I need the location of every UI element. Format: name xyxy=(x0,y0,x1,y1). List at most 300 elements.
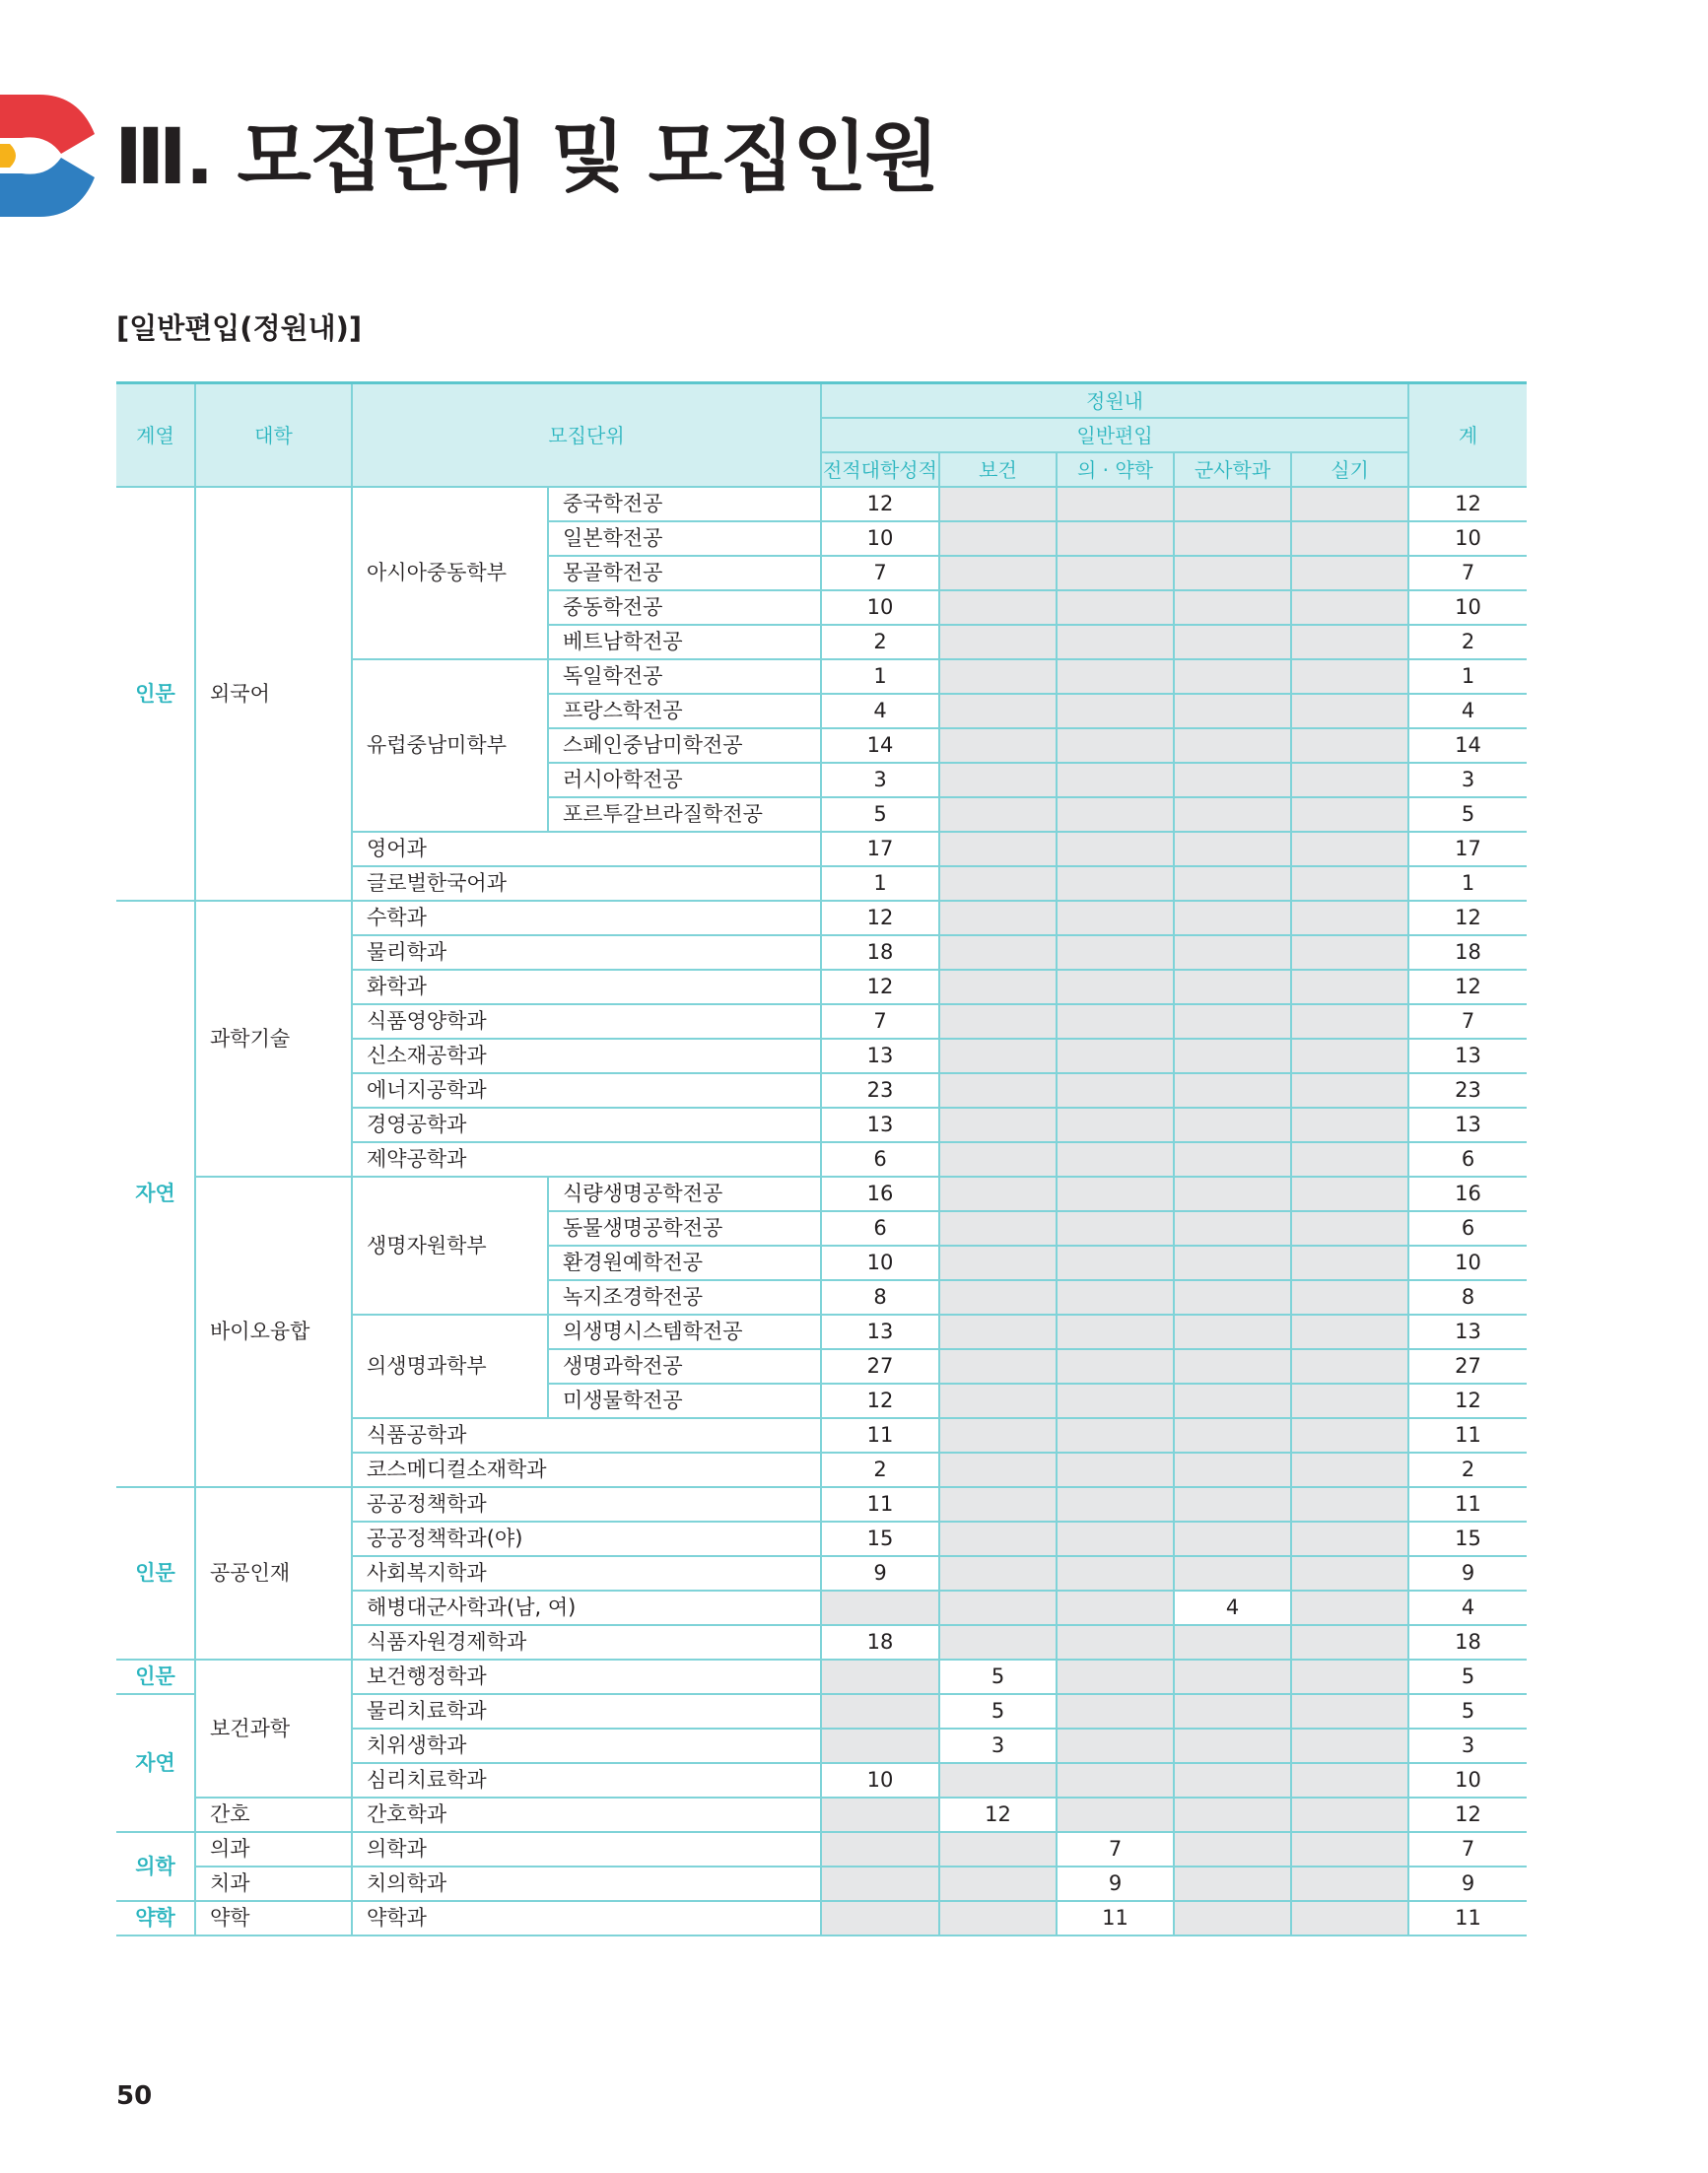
value-cell xyxy=(1057,970,1174,1004)
value-cell xyxy=(1057,1142,1174,1177)
value-cell: 2 xyxy=(821,1453,939,1487)
value-cell xyxy=(939,1177,1057,1211)
value-cell: 12 xyxy=(821,1384,939,1418)
value-cell xyxy=(1174,1798,1291,1832)
value-cell xyxy=(1291,659,1408,694)
unit-name: 베트남학전공 xyxy=(548,625,821,659)
value-cell xyxy=(939,1004,1057,1039)
value-cell xyxy=(1057,1522,1174,1556)
value-cell xyxy=(821,1901,939,1935)
table-row xyxy=(116,1487,1527,1522)
table-row xyxy=(116,1867,1527,1901)
value-cell xyxy=(1174,1522,1291,1556)
total-cell: 10 xyxy=(1408,521,1527,556)
unit-name: 동물생명공학전공 xyxy=(548,1211,821,1246)
value-cell xyxy=(1174,1349,1291,1384)
value-cell: 12 xyxy=(821,970,939,1004)
total-cell: 12 xyxy=(1408,1384,1527,1418)
value-cell: 5 xyxy=(939,1660,1057,1694)
total-cell: 10 xyxy=(1408,1246,1527,1280)
total-cell: 6 xyxy=(1408,1142,1527,1177)
value-cell xyxy=(1057,1453,1174,1487)
value-cell xyxy=(939,1556,1057,1591)
value-cell xyxy=(1057,763,1174,797)
college-cell: 외국어 xyxy=(195,487,352,901)
page-title: Ⅲ. 모집단위 및 모집인원 xyxy=(114,113,937,202)
value-cell xyxy=(1057,1694,1174,1729)
unit-name: 중국학전공 xyxy=(548,487,821,521)
value-cell xyxy=(939,970,1057,1004)
unit-name: 심리치료학과 xyxy=(352,1763,821,1798)
value-cell xyxy=(1057,1315,1174,1349)
unit-name: 식량생명공학전공 xyxy=(548,1177,821,1211)
total-cell: 5 xyxy=(1408,797,1527,832)
value-cell xyxy=(1174,1280,1291,1315)
unit-name: 러시아학전공 xyxy=(548,763,821,797)
total-cell: 13 xyxy=(1408,1039,1527,1073)
value-cell xyxy=(1291,1556,1408,1591)
division-cell: 아시아중동학부 xyxy=(352,487,548,659)
unit-name: 물리치료학과 xyxy=(352,1694,821,1729)
value-cell xyxy=(1057,901,1174,935)
page-number: 50 xyxy=(116,2081,153,2111)
series-cell: 인문 xyxy=(116,487,195,901)
unit-name: 몽골학전공 xyxy=(548,556,821,590)
total-cell: 18 xyxy=(1408,935,1527,970)
value-cell xyxy=(1057,1177,1174,1211)
table-row xyxy=(116,1901,1527,1935)
value-cell xyxy=(939,1108,1057,1142)
value-cell xyxy=(1174,521,1291,556)
unit-name: 식품공학과 xyxy=(352,1418,821,1453)
value-cell xyxy=(1057,1039,1174,1073)
value-cell xyxy=(1291,556,1408,590)
value-cell xyxy=(1291,1591,1408,1625)
value-cell xyxy=(1057,1729,1174,1763)
value-cell: 10 xyxy=(821,590,939,625)
value-cell xyxy=(939,763,1057,797)
value-cell: 3 xyxy=(821,763,939,797)
value-cell xyxy=(1174,1108,1291,1142)
value-cell xyxy=(1174,1832,1291,1867)
table-row xyxy=(116,1660,1527,1694)
value-cell: 10 xyxy=(821,521,939,556)
unit-name: 독일학전공 xyxy=(548,659,821,694)
total-cell: 12 xyxy=(1408,901,1527,935)
unit-name: 간호학과 xyxy=(352,1798,821,1832)
value-cell xyxy=(1174,694,1291,728)
unit-name: 수학과 xyxy=(352,901,821,935)
value-cell xyxy=(1057,556,1174,590)
value-cell xyxy=(1174,1246,1291,1280)
total-cell: 16 xyxy=(1408,1177,1527,1211)
value-cell xyxy=(1057,694,1174,728)
value-cell xyxy=(1174,556,1291,590)
value-cell xyxy=(1174,1487,1291,1522)
college-cell: 보건과학 xyxy=(195,1660,352,1798)
header-unit: 모집단위 xyxy=(352,383,821,488)
value-cell xyxy=(1174,970,1291,1004)
value-cell xyxy=(1291,1073,1408,1108)
value-cell: 13 xyxy=(821,1039,939,1073)
value-cell xyxy=(1057,625,1174,659)
header-total: 계 xyxy=(1408,383,1527,488)
value-cell xyxy=(1291,1211,1408,1246)
college-cell: 의과 xyxy=(195,1832,352,1867)
value-cell xyxy=(821,1694,939,1729)
unit-name: 일본학전공 xyxy=(548,521,821,556)
total-cell: 7 xyxy=(1408,1832,1527,1867)
value-cell xyxy=(1174,1625,1291,1660)
value-cell xyxy=(1291,728,1408,763)
college-cell: 바이오융합 xyxy=(195,1177,352,1487)
value-cell xyxy=(939,625,1057,659)
unit-name: 에너지공학과 xyxy=(352,1073,821,1108)
value-cell xyxy=(1057,1280,1174,1315)
value-cell xyxy=(1291,1039,1408,1073)
value-cell xyxy=(1057,659,1174,694)
value-cell xyxy=(1057,1763,1174,1798)
total-cell: 2 xyxy=(1408,1453,1527,1487)
value-cell xyxy=(1291,1625,1408,1660)
value-cell xyxy=(939,1625,1057,1660)
college-cell: 치과 xyxy=(195,1867,352,1901)
unit-name: 스페인중남미학전공 xyxy=(548,728,821,763)
total-cell: 10 xyxy=(1408,590,1527,625)
value-cell xyxy=(1057,1591,1174,1625)
table-row xyxy=(116,901,1527,935)
total-cell: 23 xyxy=(1408,1073,1527,1108)
unit-name: 녹지조경학전공 xyxy=(548,1280,821,1315)
header-series: 계열 xyxy=(116,383,195,488)
value-cell xyxy=(1174,1384,1291,1418)
value-cell: 5 xyxy=(939,1694,1057,1729)
value-cell: 18 xyxy=(821,935,939,970)
unit-name: 식품자원경제학과 xyxy=(352,1625,821,1660)
total-cell: 4 xyxy=(1408,694,1527,728)
value-cell xyxy=(1057,797,1174,832)
value-cell xyxy=(939,590,1057,625)
value-cell: 14 xyxy=(821,728,939,763)
value-cell xyxy=(1174,1867,1291,1901)
value-cell xyxy=(1291,1487,1408,1522)
value-cell: 9 xyxy=(1057,1867,1174,1901)
total-cell: 7 xyxy=(1408,556,1527,590)
series-cell: 자연 xyxy=(116,901,195,1487)
total-cell: 9 xyxy=(1408,1867,1527,1901)
total-cell: 11 xyxy=(1408,1418,1527,1453)
value-cell xyxy=(1174,1039,1291,1073)
value-cell xyxy=(1291,625,1408,659)
value-cell xyxy=(1057,1625,1174,1660)
value-cell: 9 xyxy=(821,1556,939,1591)
value-cell xyxy=(1291,1729,1408,1763)
value-cell xyxy=(1291,1660,1408,1694)
value-cell xyxy=(1174,797,1291,832)
value-cell: 10 xyxy=(821,1246,939,1280)
unit-name: 보건행정학과 xyxy=(352,1660,821,1694)
value-cell xyxy=(1057,1418,1174,1453)
value-cell: 6 xyxy=(821,1211,939,1246)
value-cell xyxy=(939,1315,1057,1349)
unit-name: 해병대군사학과(남, 여) xyxy=(352,1591,821,1625)
value-cell: 11 xyxy=(1057,1901,1174,1935)
series-cell: 자연 xyxy=(116,1694,195,1832)
total-cell: 9 xyxy=(1408,1556,1527,1591)
header-col2: 보건 xyxy=(939,452,1057,487)
value-cell: 13 xyxy=(821,1315,939,1349)
value-cell xyxy=(939,1039,1057,1073)
total-cell: 11 xyxy=(1408,1901,1527,1935)
value-cell xyxy=(1174,1763,1291,1798)
value-cell: 8 xyxy=(821,1280,939,1315)
value-cell xyxy=(821,1729,939,1763)
value-cell xyxy=(1057,1660,1174,1694)
value-cell: 7 xyxy=(1057,1832,1174,1867)
value-cell xyxy=(939,1280,1057,1315)
value-cell: 12 xyxy=(939,1798,1057,1832)
header-group: 정원내 xyxy=(821,383,1408,419)
unit-name: 포르투갈브라질학전공 xyxy=(548,797,821,832)
value-cell xyxy=(1057,1349,1174,1384)
series-cell: 의학 xyxy=(116,1832,195,1901)
value-cell: 12 xyxy=(821,901,939,935)
value-cell: 27 xyxy=(821,1349,939,1384)
series-cell: 인문 xyxy=(116,1487,195,1660)
value-cell xyxy=(1174,1556,1291,1591)
value-cell: 3 xyxy=(939,1729,1057,1763)
value-cell: 23 xyxy=(821,1073,939,1108)
value-cell xyxy=(939,521,1057,556)
value-cell xyxy=(1174,1418,1291,1453)
header-col4: 군사학과 xyxy=(1174,452,1291,487)
unit-name: 치의학과 xyxy=(352,1867,821,1901)
value-cell: 4 xyxy=(821,694,939,728)
value-cell xyxy=(1057,1384,1174,1418)
unit-name: 경영공학과 xyxy=(352,1108,821,1142)
unit-name: 화학과 xyxy=(352,970,821,1004)
value-cell xyxy=(1291,1349,1408,1384)
value-cell: 1 xyxy=(821,659,939,694)
value-cell xyxy=(939,1349,1057,1384)
value-cell xyxy=(939,556,1057,590)
value-cell xyxy=(1291,1694,1408,1729)
total-cell: 3 xyxy=(1408,1729,1527,1763)
value-cell xyxy=(939,1073,1057,1108)
table-row xyxy=(116,1177,1527,1211)
value-cell xyxy=(939,935,1057,970)
value-cell xyxy=(939,1522,1057,1556)
value-cell: 1 xyxy=(821,866,939,901)
value-cell xyxy=(1057,1108,1174,1142)
table-row xyxy=(116,487,1527,521)
value-cell: 7 xyxy=(821,556,939,590)
value-cell xyxy=(939,728,1057,763)
total-cell: 13 xyxy=(1408,1315,1527,1349)
value-cell xyxy=(939,694,1057,728)
section-title: [일반편입(정원내)] xyxy=(116,311,363,345)
value-cell xyxy=(1291,797,1408,832)
value-cell xyxy=(821,1867,939,1901)
value-cell: 16 xyxy=(821,1177,939,1211)
value-cell xyxy=(1291,1798,1408,1832)
total-cell: 8 xyxy=(1408,1280,1527,1315)
total-cell: 15 xyxy=(1408,1522,1527,1556)
total-cell: 7 xyxy=(1408,1004,1527,1039)
value-cell xyxy=(939,797,1057,832)
value-cell xyxy=(1057,1004,1174,1039)
recruitment-table xyxy=(116,381,1527,1936)
value-cell xyxy=(1291,866,1408,901)
value-cell xyxy=(939,1487,1057,1522)
value-cell xyxy=(1291,970,1408,1004)
value-cell xyxy=(939,659,1057,694)
value-cell xyxy=(1291,935,1408,970)
total-cell: 3 xyxy=(1408,763,1527,797)
unit-name: 신소재공학과 xyxy=(352,1039,821,1073)
value-cell: 10 xyxy=(821,1763,939,1798)
value-cell xyxy=(939,1384,1057,1418)
value-cell xyxy=(939,1246,1057,1280)
value-cell xyxy=(1057,487,1174,521)
value-cell xyxy=(1057,935,1174,970)
total-cell: 5 xyxy=(1408,1694,1527,1729)
total-cell: 18 xyxy=(1408,1625,1527,1660)
value-cell xyxy=(1174,832,1291,866)
unit-name: 코스메디컬소재학과 xyxy=(352,1453,821,1487)
unit-name: 프랑스학전공 xyxy=(548,694,821,728)
division-cell: 생명자원학부 xyxy=(352,1177,548,1315)
value-cell: 17 xyxy=(821,832,939,866)
unit-name: 생명과학전공 xyxy=(548,1349,821,1384)
value-cell xyxy=(939,901,1057,935)
college-cell: 약학 xyxy=(195,1901,352,1935)
total-cell: 1 xyxy=(1408,866,1527,901)
value-cell: 2 xyxy=(821,625,939,659)
value-cell xyxy=(1291,694,1408,728)
unit-name: 제약공학과 xyxy=(352,1142,821,1177)
header-col3: 의 · 약학 xyxy=(1057,452,1174,487)
header-subgroup: 일반편입 xyxy=(821,418,1408,452)
value-cell: 4 xyxy=(1174,1591,1291,1625)
total-cell: 4 xyxy=(1408,1591,1527,1625)
value-cell xyxy=(939,866,1057,901)
value-cell xyxy=(939,1901,1057,1935)
value-cell xyxy=(1174,901,1291,935)
value-cell xyxy=(1174,935,1291,970)
unit-name: 약학과 xyxy=(352,1901,821,1935)
value-cell: 7 xyxy=(821,1004,939,1039)
value-cell xyxy=(1174,1660,1291,1694)
value-cell xyxy=(1174,1694,1291,1729)
value-cell xyxy=(939,1591,1057,1625)
total-cell: 1 xyxy=(1408,659,1527,694)
unit-name: 공공정책학과 xyxy=(352,1487,821,1522)
value-cell xyxy=(1291,1901,1408,1935)
college-cell: 공공인재 xyxy=(195,1487,352,1660)
value-cell xyxy=(1291,1177,1408,1211)
value-cell xyxy=(1291,832,1408,866)
value-cell xyxy=(1291,1453,1408,1487)
unit-name: 중동학전공 xyxy=(548,590,821,625)
unit-name: 사회복지학과 xyxy=(352,1556,821,1591)
series-cell: 인문 xyxy=(116,1660,195,1694)
total-cell: 12 xyxy=(1408,970,1527,1004)
value-cell xyxy=(1057,1487,1174,1522)
value-cell xyxy=(1291,763,1408,797)
value-cell xyxy=(1291,487,1408,521)
value-cell xyxy=(1057,1798,1174,1832)
unit-name: 환경원예학전공 xyxy=(548,1246,821,1280)
value-cell: 12 xyxy=(821,487,939,521)
total-cell: 2 xyxy=(1408,625,1527,659)
value-cell xyxy=(1174,625,1291,659)
value-cell xyxy=(1291,1142,1408,1177)
value-cell xyxy=(1057,1556,1174,1591)
value-cell xyxy=(1057,1246,1174,1280)
value-cell xyxy=(1174,1004,1291,1039)
division-cell: 유럽중남미학부 xyxy=(352,659,548,832)
value-cell xyxy=(1291,1246,1408,1280)
value-cell xyxy=(1174,866,1291,901)
value-cell: 11 xyxy=(821,1487,939,1522)
value-cell xyxy=(1174,1177,1291,1211)
value-cell xyxy=(1174,1142,1291,1177)
value-cell xyxy=(1291,901,1408,935)
total-cell: 13 xyxy=(1408,1108,1527,1142)
unit-name: 치위생학과 xyxy=(352,1729,821,1763)
value-cell xyxy=(1174,1315,1291,1349)
unit-name: 식품영양학과 xyxy=(352,1004,821,1039)
table-row xyxy=(116,1832,1527,1867)
value-cell xyxy=(1291,1418,1408,1453)
value-cell xyxy=(1174,1453,1291,1487)
value-cell xyxy=(1057,1073,1174,1108)
total-cell: 12 xyxy=(1408,487,1527,521)
value-cell xyxy=(1291,1867,1408,1901)
value-cell xyxy=(939,487,1057,521)
value-cell xyxy=(1057,866,1174,901)
header-college: 대학 xyxy=(195,383,352,488)
total-cell: 17 xyxy=(1408,832,1527,866)
unit-name: 미생물학전공 xyxy=(548,1384,821,1418)
total-cell: 27 xyxy=(1408,1349,1527,1384)
value-cell xyxy=(1291,1004,1408,1039)
value-cell xyxy=(1291,590,1408,625)
value-cell: 13 xyxy=(821,1108,939,1142)
value-cell xyxy=(1174,1901,1291,1935)
value-cell xyxy=(1174,728,1291,763)
value-cell xyxy=(1291,1108,1408,1142)
value-cell xyxy=(1291,1522,1408,1556)
value-cell xyxy=(939,832,1057,866)
value-cell xyxy=(939,1418,1057,1453)
value-cell xyxy=(1291,1763,1408,1798)
value-cell xyxy=(1174,1073,1291,1108)
division-cell: 의생명과학부 xyxy=(352,1315,548,1418)
value-cell xyxy=(939,1867,1057,1901)
value-cell xyxy=(939,1763,1057,1798)
value-cell xyxy=(1291,1384,1408,1418)
total-cell: 12 xyxy=(1408,1798,1527,1832)
value-cell xyxy=(821,1798,939,1832)
value-cell xyxy=(1174,763,1291,797)
value-cell xyxy=(821,1591,939,1625)
value-cell xyxy=(1057,728,1174,763)
value-cell xyxy=(1174,590,1291,625)
value-cell: 11 xyxy=(821,1418,939,1453)
x-mark-logo-icon xyxy=(0,95,97,217)
